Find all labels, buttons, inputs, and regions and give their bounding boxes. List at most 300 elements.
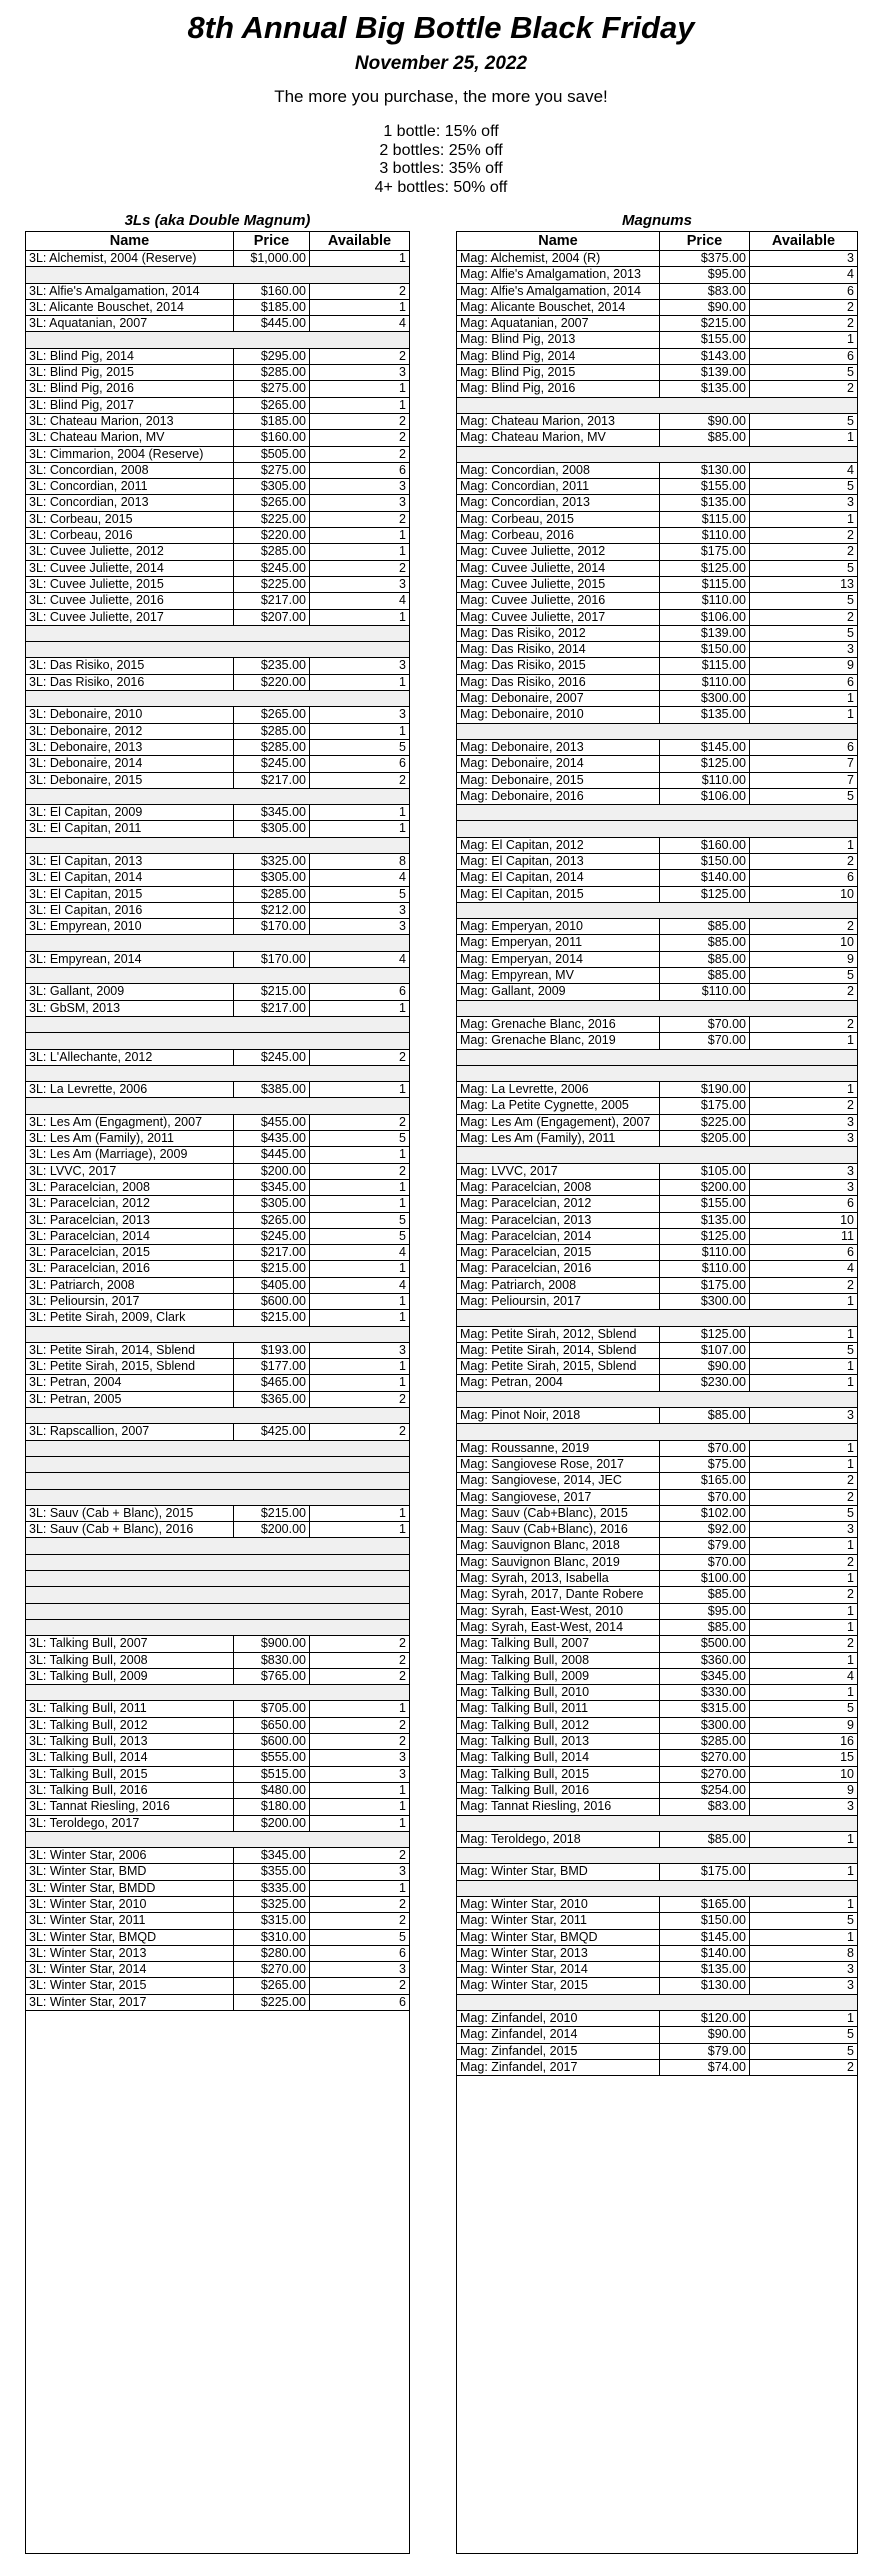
table-row: [26, 561, 409, 577]
cell-name: Mag: Chateau Marion, 2013: [457, 414, 660, 429]
cell-available: 1: [847, 1603, 854, 1618]
table-row: [26, 740, 409, 756]
blank-row: [26, 968, 409, 984]
cell-available: [310, 1473, 409, 1488]
cell-name: 3L: Pelioursin, 2017: [26, 1294, 234, 1309]
cell-name: 3L: Les Am (Marriage), 2009: [26, 1147, 234, 1162]
cell-name: 3L: LVVC, 2017: [26, 1164, 234, 1179]
table-row: [26, 447, 409, 463]
cell-price: [234, 1066, 310, 1081]
table-row: [457, 1261, 857, 1277]
table-row: [457, 870, 857, 886]
cell-name: Mag: Emperyan, 2014: [457, 952, 660, 967]
cell-available: 3: [399, 1864, 406, 1879]
cell-price: [234, 1327, 310, 1342]
table-row: [26, 300, 409, 316]
cell-price: $180.00: [234, 1799, 310, 1814]
table-row: [26, 1343, 409, 1359]
cell-name: 3L: Talking Bull, 2014: [26, 1750, 234, 1765]
table-row: [457, 512, 857, 528]
cell-name: Mag: Emperyan, 2011: [457, 935, 660, 950]
cell-name: 3L: Chateau Marion, MV: [26, 430, 234, 445]
blank-row: [457, 1310, 857, 1326]
cell-price: $85.00: [660, 1587, 750, 1602]
cell-price: $85.00: [660, 968, 750, 983]
cell-name: [457, 398, 660, 413]
cell-price: $70.00: [660, 1017, 750, 1032]
cell-name: 3L: Talking Bull, 2012: [26, 1718, 234, 1733]
table-row: [457, 1441, 857, 1457]
cell-name: Mag: Grenache Blanc, 2016: [457, 1017, 660, 1032]
cell-available: [310, 1098, 409, 1113]
cell-name: [26, 626, 234, 641]
cell-available: 2: [847, 2059, 854, 2074]
table-row: [457, 658, 857, 674]
cell-name: 3L: El Capitan, 2009: [26, 805, 234, 820]
cell-name: 3L: Winter Star, BMQD: [26, 1930, 234, 1945]
cell-price: $125.00: [660, 1229, 750, 1244]
cell-price: $160.00: [234, 284, 310, 299]
cell-price: $85.00: [660, 935, 750, 950]
cell-available: 6: [847, 348, 854, 363]
cell-name: 3L: Petran, 2004: [26, 1375, 234, 1390]
cell-available: 9: [847, 1717, 854, 1732]
cell-price: $230.00: [660, 1375, 750, 1390]
cell-price: $145.00: [660, 1930, 750, 1945]
cell-name: 3L: Rapscallion, 2007: [26, 1424, 234, 1439]
table-row: [457, 789, 857, 805]
cell-name: Mag: Chateau Marion, MV: [457, 430, 660, 445]
cell-name: Mag: Patriarch, 2008: [457, 1278, 660, 1293]
blank-row: [457, 1881, 857, 1897]
cell-name: [457, 821, 660, 836]
cell-price: $115.00: [660, 512, 750, 527]
cell-name: Mag: Zinfandel, 2014: [457, 2027, 660, 2042]
cell-name: Mag: Zinfandel, 2010: [457, 2011, 660, 2026]
cell-price: $125.00: [660, 1327, 750, 1342]
table-row: [457, 1799, 857, 1815]
cell-available: 1: [847, 691, 854, 706]
cell-price: $190.00: [660, 1082, 750, 1097]
cell-available: 2: [399, 1717, 406, 1732]
cell-available: 4: [399, 1245, 406, 1260]
table-row: [26, 821, 409, 837]
cell-price: [660, 447, 750, 462]
table-row: [26, 1001, 409, 1017]
cell-price: [234, 626, 310, 641]
table-row: [26, 1962, 409, 1978]
cell-name: Mag: Sauvignon Blanc, 2018: [457, 1538, 660, 1553]
cell-price: $280.00: [234, 1946, 310, 1961]
cell-available: 1: [399, 821, 406, 836]
cell-price: $79.00: [660, 2044, 750, 2059]
cell-name: 3L: Paracelcian, 2015: [26, 1245, 234, 1260]
table-row: [457, 1196, 857, 1212]
cell-available: [750, 1050, 857, 1065]
cell-name: Mag: Talking Bull, 2016: [457, 1783, 660, 1798]
cell-price: $245.00: [234, 756, 310, 771]
table-row: [457, 626, 857, 642]
blank-row: [26, 626, 409, 642]
table-row: [457, 495, 857, 511]
cell-price: $130.00: [660, 463, 750, 478]
table-row: [26, 724, 409, 740]
cell-available: 5: [399, 1212, 406, 1227]
table-row: [457, 1701, 857, 1717]
cell-available: 1: [399, 1310, 406, 1325]
cell-price: $207.00: [234, 610, 310, 625]
cell-available: 1: [399, 609, 406, 624]
table-row: [26, 284, 409, 300]
cell-price: $765.00: [234, 1669, 310, 1684]
cell-name: [26, 1604, 234, 1619]
cell-name: Mag: Gallant, 2009: [457, 984, 660, 999]
cell-available: [310, 1408, 409, 1423]
cell-name: [26, 332, 234, 347]
cell-price: $215.00: [234, 1261, 310, 1276]
cell-name: Mag: El Capitan, 2014: [457, 870, 660, 885]
cell-available: 1: [399, 1359, 406, 1374]
cell-available: 4: [399, 316, 406, 331]
cell-name: 3L: El Capitan, 2016: [26, 903, 234, 918]
table-row: [457, 887, 857, 903]
table-row: [26, 1669, 409, 1685]
cell-available: 2: [399, 413, 406, 428]
cell-name: Mag: Emperyan, 2010: [457, 919, 660, 934]
cell-price: $175.00: [660, 1098, 750, 1113]
cell-available: [310, 935, 409, 950]
cell-price: $175.00: [660, 544, 750, 559]
cell-available: 9: [847, 658, 854, 673]
table-row: [26, 593, 409, 609]
table-row: [457, 1978, 857, 1994]
table-row: [457, 251, 857, 267]
cell-available: 5: [847, 560, 854, 575]
cell-name: Mag: Syrah, East-West, 2014: [457, 1620, 660, 1635]
cell-name: Mag: Winter Star, BMD: [457, 1864, 660, 1879]
cell-price: [660, 1147, 750, 1162]
cell-price: $225.00: [234, 1995, 310, 2010]
cell-available: 2: [399, 1734, 406, 1749]
cell-price: $215.00: [234, 1506, 310, 1521]
cell-price: $110.00: [660, 1261, 750, 1276]
cell-available: 1: [847, 1929, 854, 1944]
cell-name: 3L: Cimmarion, 2004 (Reserve): [26, 447, 234, 462]
cell-price: [234, 1571, 310, 1586]
cell-name: 3L: Petite Sirah, 2009, Clark: [26, 1310, 234, 1325]
cell-name: Mag: Talking Bull, 2008: [457, 1653, 660, 1668]
cell-name: Mag: Talking Bull, 2015: [457, 1767, 660, 1782]
cell-available: 8: [847, 1945, 854, 1960]
blank-row: [26, 1620, 409, 1636]
table-row: [26, 577, 409, 593]
cell-price: $150.00: [660, 1913, 750, 1928]
cell-name: 3L: GbSM, 2013: [26, 1001, 234, 1016]
cell-available: [310, 1685, 409, 1700]
blank-row: [26, 1555, 409, 1571]
cell-price: $270.00: [660, 1767, 750, 1782]
cell-name: Mag: Das Risiko, 2015: [457, 658, 660, 673]
cell-name: 3L: El Capitan, 2011: [26, 821, 234, 836]
cell-price: $150.00: [660, 854, 750, 869]
cell-available: 1: [399, 1505, 406, 1520]
cell-price: $160.00: [234, 430, 310, 445]
cell-available: 1: [399, 1196, 406, 1211]
cell-available: 5: [847, 788, 854, 803]
blank-row: [26, 1033, 409, 1049]
table-row: [457, 1115, 857, 1131]
cell-available: 1: [847, 837, 854, 852]
table-row: [26, 1229, 409, 1245]
cell-price: [234, 642, 310, 657]
table-row: [26, 365, 409, 381]
table-row: [457, 1718, 857, 1734]
cell-name: Mag: El Capitan, 2012: [457, 838, 660, 853]
cell-price: $83.00: [660, 1799, 750, 1814]
cell-available: 3: [847, 1522, 854, 1537]
table-row: [457, 1962, 857, 1978]
table-row: [457, 1538, 857, 1554]
cell-available: 1: [399, 1179, 406, 1194]
cell-name: 3L: Paracelcian, 2012: [26, 1196, 234, 1211]
cell-price: $245.00: [234, 1050, 310, 1065]
cell-price: [660, 398, 750, 413]
cell-available: 1: [399, 1701, 406, 1716]
table-row: [457, 2011, 857, 2027]
cell-price: $305.00: [234, 1196, 310, 1211]
cell-name: Mag: El Capitan, 2013: [457, 854, 660, 869]
cell-available: 2: [399, 1896, 406, 1911]
table-row: [26, 1261, 409, 1277]
blank-row: [26, 1441, 409, 1457]
cell-price: [660, 1050, 750, 1065]
cell-available: 1: [847, 1571, 854, 1586]
cell-available: 2: [399, 511, 406, 526]
cell-price: $110.00: [660, 528, 750, 543]
cell-name: 3L: Petran, 2005: [26, 1392, 234, 1407]
cell-available: 3: [399, 365, 406, 380]
cell-price: $225.00: [234, 512, 310, 527]
table-row: [26, 756, 409, 772]
cell-available: 2: [847, 381, 854, 396]
cell-name: Mag: Empyrean, MV: [457, 968, 660, 983]
cell-available: 5: [847, 365, 854, 380]
cell-price: [660, 1392, 750, 1407]
cell-available: 5: [847, 479, 854, 494]
table-row: [457, 1180, 857, 1196]
blank-row: [26, 267, 409, 283]
blank-row: [26, 1098, 409, 1114]
cell-name: 3L: La Levrette, 2006: [26, 1082, 234, 1097]
table-row: [457, 1131, 857, 1147]
cell-name: Mag: Paracelcian, 2015: [457, 1245, 660, 1260]
cell-name: Mag: Sauvignon Blanc, 2019: [457, 1555, 660, 1570]
cell-name: [26, 1538, 234, 1553]
cell-available: 15: [840, 1750, 854, 1765]
cell-price: [234, 1017, 310, 1032]
cell-price: $135.00: [660, 707, 750, 722]
cell-price: $310.00: [234, 1930, 310, 1945]
table-row: [457, 1930, 857, 1946]
cell-price: [234, 1587, 310, 1602]
table-row: [457, 1636, 857, 1652]
blank-row: [26, 1587, 409, 1603]
cell-available: 2: [847, 1016, 854, 1031]
cell-price: $265.00: [234, 707, 310, 722]
cell-name: 3L: Talking Bull, 2016: [26, 1783, 234, 1798]
cell-name: Mag: Talking Bull, 2007: [457, 1636, 660, 1651]
cell-price: $85.00: [660, 1620, 750, 1635]
cell-price: $215.00: [234, 1310, 310, 1325]
blank-row: [457, 1001, 857, 1017]
cell-available: [310, 1571, 409, 1586]
cell-available: 6: [847, 674, 854, 689]
cell-available: 10: [840, 886, 854, 901]
cell-price: $70.00: [660, 1555, 750, 1570]
cell-available: 6: [399, 1994, 406, 2009]
cell-price: $830.00: [234, 1653, 310, 1668]
table-row: [457, 316, 857, 332]
table-header-row: [26, 232, 409, 251]
table-row: [26, 887, 409, 903]
cell-price: $90.00: [660, 1359, 750, 1374]
cell-price: $215.00: [660, 316, 750, 331]
cell-price: $225.00: [234, 577, 310, 592]
cell-price: $110.00: [660, 773, 750, 788]
cell-name: [457, 1848, 660, 1863]
table-row: [26, 1718, 409, 1734]
table-row: [26, 381, 409, 397]
cell-available: 6: [399, 756, 406, 771]
cell-price: $335.00: [234, 1881, 310, 1896]
cell-name: [457, 903, 660, 918]
cell-price: $155.00: [660, 332, 750, 347]
blank-row: [26, 1490, 409, 1506]
table-row: [457, 1897, 857, 1913]
cell-available: 1: [847, 1652, 854, 1667]
cell-name: 3L: Blind Pig, 2015: [26, 365, 234, 380]
cell-name: Mag: Cuvee Juliette, 2014: [457, 561, 660, 576]
table-row: [26, 1424, 409, 1440]
cell-price: $83.00: [660, 284, 750, 299]
table-row: [457, 675, 857, 691]
cell-available: 3: [847, 1799, 854, 1814]
blank-row: [457, 1995, 857, 2011]
cell-price: [660, 1881, 750, 1896]
table-row: [26, 1930, 409, 1946]
cell-name: Mag: Petite Sirah, 2012, Sblend: [457, 1327, 660, 1342]
cell-name: [457, 1995, 660, 2010]
table-row: [26, 1913, 409, 1929]
cell-price: [234, 1408, 310, 1423]
blank-row: [26, 1017, 409, 1033]
cell-available: 9: [847, 1782, 854, 1797]
cell-price: $505.00: [234, 447, 310, 462]
cell-name: Mag: Cuvee Juliette, 2016: [457, 593, 660, 608]
cell-price: $220.00: [234, 675, 310, 690]
table-row: [26, 1783, 409, 1799]
cell-price: $85.00: [660, 1832, 750, 1847]
cell-price: [660, 1995, 750, 2010]
table-row: [26, 1392, 409, 1408]
cell-name: Mag: Sauv (Cab+Blanc), 2015: [457, 1506, 660, 1521]
cell-price: $500.00: [660, 1636, 750, 1651]
table-row: [26, 1734, 409, 1750]
cell-price: $270.00: [660, 1750, 750, 1765]
cell-price: $455.00: [234, 1115, 310, 1130]
cell-price: $325.00: [234, 1897, 310, 1912]
cell-price: $100.00: [660, 1571, 750, 1586]
table-row: [457, 1750, 857, 1766]
cell-available: 4: [847, 1668, 854, 1683]
cell-price: $193.00: [234, 1343, 310, 1358]
cell-available: [310, 1555, 409, 1570]
table-row: [457, 1832, 857, 1848]
cell-available: 2: [399, 430, 406, 445]
cell-price: $130.00: [660, 1978, 750, 1993]
cell-price: $200.00: [660, 1180, 750, 1195]
cell-available: 1: [847, 1375, 854, 1390]
table-row: [457, 1685, 857, 1701]
table-row: [26, 1701, 409, 1717]
table-row: [457, 463, 857, 479]
cell-name: 3L: Blind Pig, 2016: [26, 381, 234, 396]
table-row: [457, 984, 857, 1000]
cell-price: $265.00: [234, 398, 310, 413]
cell-name: 3L: El Capitan, 2013: [26, 854, 234, 869]
cell-name: Mag: Winter Star, 2010: [457, 1897, 660, 1912]
cell-available: 1: [399, 1522, 406, 1537]
cell-price: $217.00: [234, 593, 310, 608]
cell-price: $265.00: [234, 1213, 310, 1228]
cell-price: $1,000.00: [234, 251, 310, 266]
table-row: [26, 1278, 409, 1294]
cell-available: 1: [399, 1082, 406, 1097]
cell-available: 2: [399, 1163, 406, 1178]
cell-available: [310, 1604, 409, 1619]
table-row: [26, 870, 409, 886]
cell-available: 1: [847, 511, 854, 526]
cell-name: Mag: Corbeau, 2015: [457, 512, 660, 527]
blank-row: [457, 447, 857, 463]
cell-name: Mag: Concordian, 2011: [457, 479, 660, 494]
cell-name: 3L: Corbeau, 2016: [26, 528, 234, 543]
cell-available: [310, 838, 409, 853]
table-row: [457, 935, 857, 951]
table-row: [457, 1375, 857, 1391]
cell-price: $405.00: [234, 1278, 310, 1293]
blank-row: [457, 1147, 857, 1163]
cell-name: 3L: Concordian, 2008: [26, 463, 234, 478]
cell-name: 3L: Tannat Riesling, 2016: [26, 1799, 234, 1814]
cell-available: 3: [847, 1962, 854, 1977]
magnum-title: Magnums: [621, 212, 692, 229]
cell-name: Mag: Sauv (Cab+Blanc), 2016: [457, 1522, 660, 1537]
cell-name: Mag: Petran, 2004: [457, 1375, 660, 1390]
cell-available: 11: [841, 1228, 854, 1243]
cell-price: $200.00: [234, 1164, 310, 1179]
table-row: [457, 1164, 857, 1180]
cell-name: 3L: Paracelcian, 2008: [26, 1180, 234, 1195]
cell-available: [750, 724, 857, 739]
table-row: [26, 854, 409, 870]
blank-row: [457, 1050, 857, 1066]
discount-tier: 2 bottles: 25% off: [379, 141, 503, 159]
cell-price: $170.00: [234, 952, 310, 967]
table-row: [457, 1913, 857, 1929]
cell-available: [310, 1017, 409, 1032]
cell-available: 2: [399, 1114, 406, 1129]
